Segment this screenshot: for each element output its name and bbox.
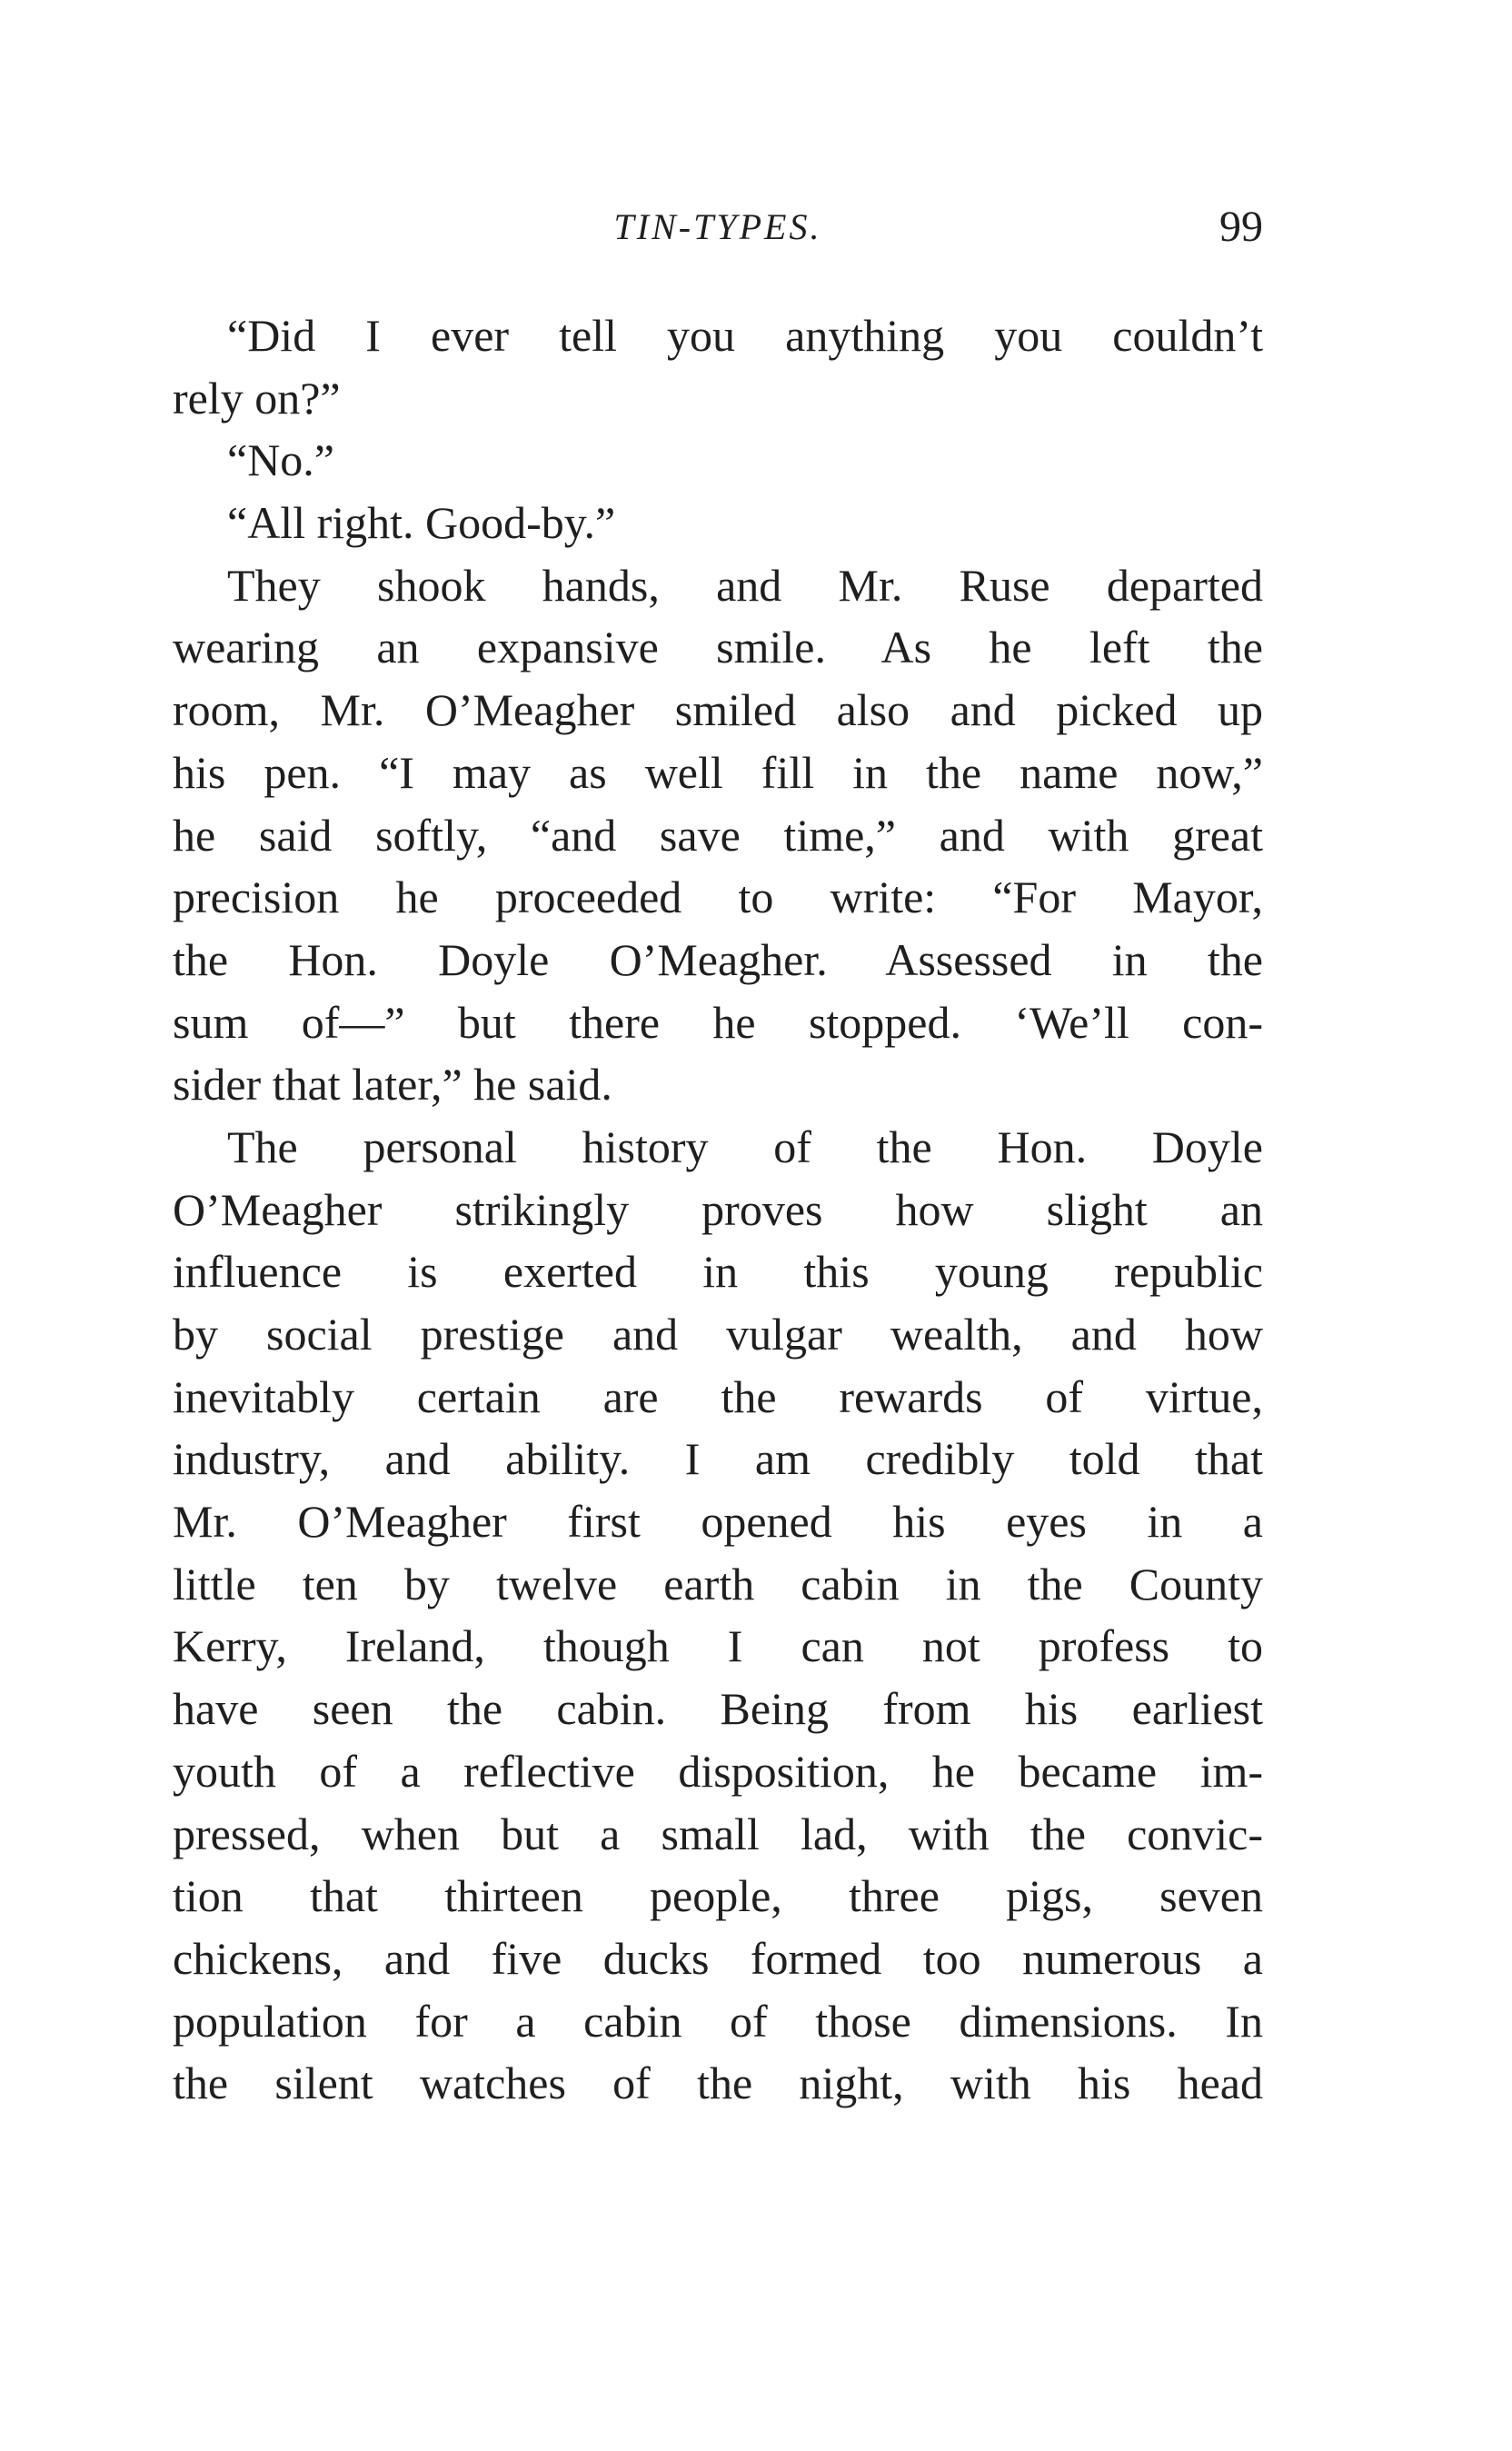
running-title: TIN-TYPES. [613, 206, 822, 247]
text-line: “All right. Good-by.” [227, 497, 616, 549]
text-line: rely on?” [173, 372, 341, 423]
body-text [173, 304, 1263, 2115]
text-line: inevitably certain are the rewards of virtue, [173, 1370, 1263, 1422]
text-line: They shook hands, and Mr. Ruse departed [227, 559, 1263, 611]
text-line: population for a cabin of those dimensions. In [173, 1995, 1263, 2047]
text-line: the Hon. Doyle O’Meagher. Assessed in the [173, 933, 1263, 985]
page-number: 99 [1219, 203, 1263, 251]
text-line: by social prestige and vulgar wealth, and how [173, 1309, 1263, 1360]
text-line: pressed, when but a small lad, with the convic- [173, 1808, 1263, 1859]
text-line: Kerry, Ireland, though I can not profess to [173, 1620, 1263, 1672]
text-line: sider that later,” he said. [173, 1059, 612, 1111]
text-line: O’Meagher strikingly proves how slight an [173, 1183, 1263, 1235]
text-line: tion that thirteen people, three pigs, seven [173, 1870, 1263, 1922]
text-line: little ten by twelve earth cabin in the County [173, 1558, 1263, 1609]
text-line: wearing an expansive smile. As he left the [173, 622, 1263, 673]
text-line: his pen. “I may as well fill in the name now,” [173, 746, 1263, 798]
text-line: youth of a reflective disposition, he became im- [173, 1745, 1263, 1797]
text-line: he said softly, “and save time,” and with great [173, 809, 1263, 861]
page-header [173, 202, 1263, 265]
text-line: The personal history of the Hon. Doyle [227, 1121, 1263, 1172]
text-line: “No.” [227, 434, 334, 486]
text-line: chickens, and five ducks formed too numerous a [173, 1932, 1263, 1984]
text-line: influence is exerted in this young republic [173, 1246, 1263, 1298]
text-line: “Did I ever tell you anything you couldn’t [227, 310, 1263, 361]
text-line: sum of—” but there he stopped. ‘We’ll con- [173, 996, 1263, 1048]
text-line: room, Mr. O’Meagher smiled also and picked up [173, 684, 1263, 736]
text-line: industry, and ability. I am credibly told that [173, 1433, 1263, 1485]
text-line: the silent watches of the night, with his head [173, 2057, 1263, 2109]
text-line: Mr. O’Meagher first opened his eyes in a [173, 1496, 1263, 1548]
text-line: precision he proceeded to write: “For Mayor, [173, 872, 1263, 923]
text-line: have seen the cabin. Being from his earliest [173, 1683, 1263, 1735]
